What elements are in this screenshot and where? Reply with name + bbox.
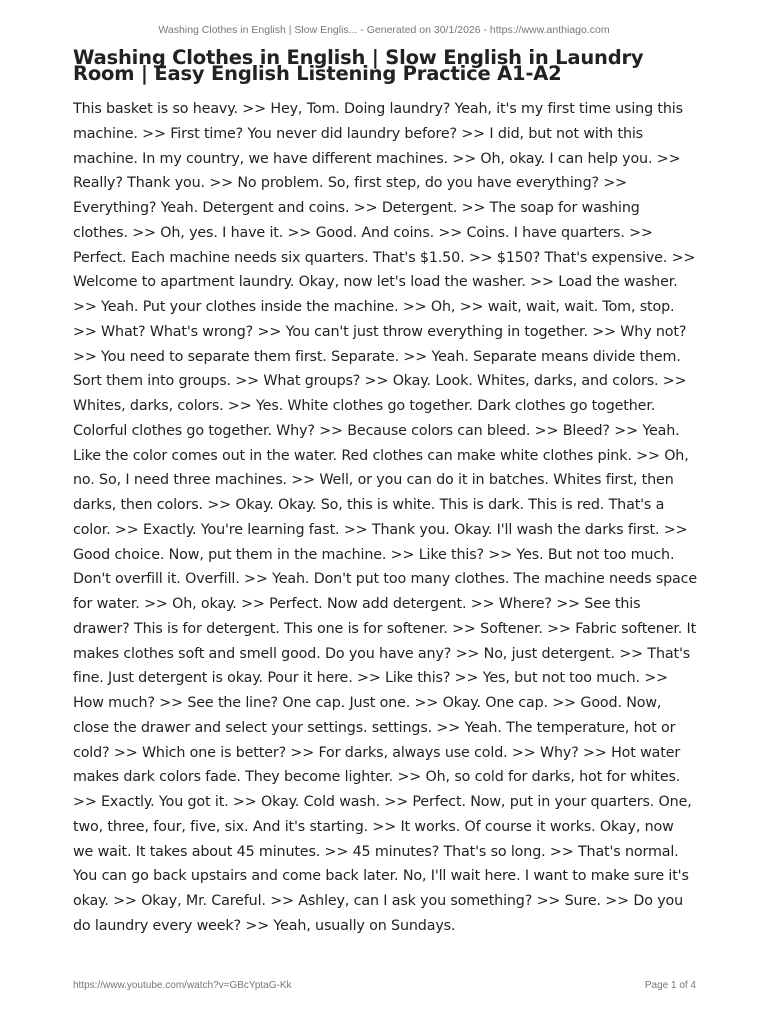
footer-source-url: https://www.youtube.com/watch?v=GBcYptaG-Kk: [73, 980, 292, 991]
document-title: Washing Clothes in English | Slow English in Laundry Room | Easy English Listening Practice A1-A2: [73, 46, 644, 85]
transcript-body: This basket is so heavy. >> Hey, Tom. Doing laundry? Yeah, it's my first time using this machine. >> First time? You never did laundry before? >> I did, but not with this machine. In my country, we have different machines. >> Oh, okay. I can help you. >> Really? Thank you. >> No problem. So, first step, do you have everything? >> Everything? Yeah. Detergent and coins. >> Detergent. >> The soap for washing clothes. >> Oh, yes. I have it. >> Good. And coins. >> Coins. I have quarters. >> Perfect. Each machine needs six quarters. That's $1.50. >> $150? That's expensive. >> Welcome to apartment laundry. Okay, now let's load the washer. >> Load the washer. >> Yeah. Put your clothes inside the machine. >> Oh, >> wait, wait, wait. Tom, stop. >> What? What's wrong? >> You can't just throw everything in together. >> Why not? >> You need to separate them first. Separate. >> Yeah. Separate means divide them. Sort them into groups. >> What groups? >> Okay. Look. Whites, darks, and colors. >> Whites, darks, colors. >> Yes. White clothes go together. Dark clothes go together. Colorful clothes go together. Why? >> Because colors can bleed. >> Bleed? >> Yeah. Like the color comes out in the water. Red clothes can make white clothes pink. >> Oh, no. So, I need three machines. >> Well, or you can do it in batches. Whites first, then darks, then colors. >> Okay. Okay. So, this is white. This is dark. This is red. That's a color. >> Exactly. You're learning fast. >> Thank you. Okay. I'll wash the darks first. >> Good choice. Now, put them in the machine. >> Like this? >> Yes. But not too much. Don't overfill it. Overfill. >> Yeah. Don't put too many clothes. The machine needs space for water. >> Oh, okay. >> Perfect. Now add detergent. >> Where? >> See this drawer? This is for detergent. This one is for softener. >> Softener. >> Fabric softener. It makes clothes soft and smell good. Do you have any? >> No, just detergent. >> That's fine. Just detergent is okay. Pour it here. >> Like this? >> Yes, but not too much. >> How much? >> See the line? One cap. Just one. >> Okay. One cap. >> Good. Now, close the drawer and select your settings. settings. >> Yeah. The temperature, hot or cold? >> Which one is better? >> For darks, always use cold. >> Why? >> Hot water makes dark colors fade. They become lighter. >> Oh, so cold for darks, hot for whites. >> Exactly. You got it. >> Okay. Cold wash. >> Perfect. Now, put in your quarters. One, two, three, four, five, six. And it's starting. >> It works. Of course it works. Okay, now we wait. It takes about 45 minutes. >> 45 minutes? That's so long. >> That's normal. You can go back upstairs and come back later. No, I'll wait here. I want to make sure it's okay. >> Okay, Mr. Careful. >> Ashley, can I ask you something? >> Sure. >> Do you do laundry every week? >> Yeah, usually on Sundays.: [73, 101, 698, 934]
page-number: Page 1 of 4: [644, 980, 696, 991]
page-header: Washing Clothes in English | Slow Englis... - Generated on 30/1/2026 - https://www.anthiago.com: [158, 24, 610, 36]
